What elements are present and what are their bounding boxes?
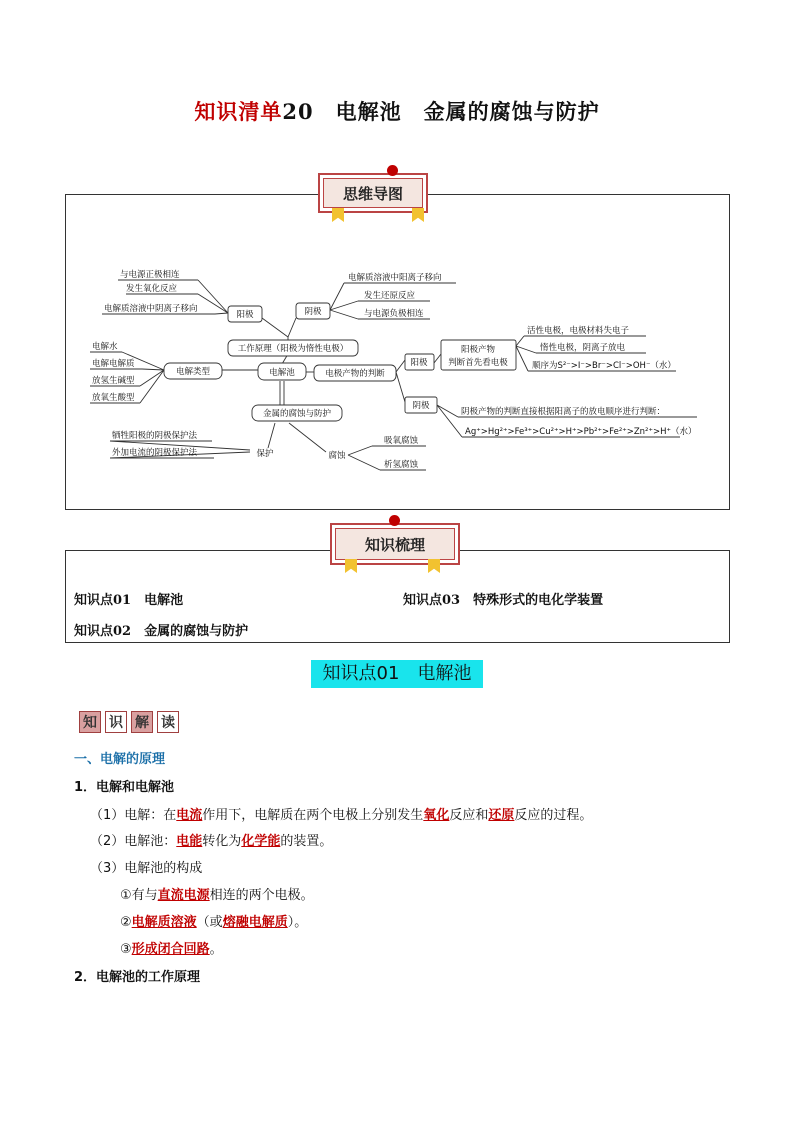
review-item-03[interactable]: 知识点03 特殊形式的电化学装置	[403, 593, 604, 608]
keyword: 电解质溶液	[131, 915, 197, 930]
text: ）。	[287, 915, 308, 930]
title-rest: 20 电解池 金属的腐蚀与防护	[282, 99, 600, 124]
subheading-2: 2．电解池的工作原理	[74, 970, 201, 985]
text: （1）电解：在	[90, 808, 177, 823]
paragraph-line-3: （3）电解池的构成	[90, 861, 203, 876]
leaf-type-4: 放氧生酸型	[92, 393, 135, 403]
node-product: 电极产物的判断	[325, 369, 385, 379]
text: 的装置。	[280, 834, 333, 849]
node-center: 电解池	[269, 368, 295, 378]
node-cathode: 阴极	[304, 307, 322, 317]
text: （或	[196, 915, 223, 930]
paragraph-line-4	[120, 884, 314, 903]
leaf-cathode-order: Ag⁺>Hg²⁺>Fe³⁺>Cu²⁺>H⁺>Pb²⁺>Fe²⁺>Zn²⁺>H⁺（水）	[465, 427, 697, 437]
keyword: 化学能	[241, 834, 281, 849]
node-corrode: 腐蚀	[328, 451, 346, 461]
node-anode: 阳极	[236, 310, 254, 320]
leaf-anode-3: 电解质溶液中阴离子移向	[104, 304, 198, 314]
leaf-type-1: 电解水	[92, 342, 118, 352]
text: ①有与	[120, 888, 158, 903]
text: （2）电解池：	[90, 834, 177, 849]
keyword: 熔融电解质	[222, 915, 288, 930]
node-corrosion: 金属的腐蚀与防护	[262, 409, 332, 419]
subheading-1: 1．电解和电解池	[74, 780, 175, 795]
tile-char: 解	[131, 711, 153, 733]
text: 转化为	[202, 834, 242, 849]
review-badge-label: 知识梳理	[335, 528, 455, 560]
keyword: 电能	[176, 834, 203, 849]
paragraph-line-1	[90, 804, 592, 823]
paragraph-line-2	[90, 830, 332, 849]
node-protect: 保护	[256, 449, 274, 459]
text: 。	[209, 942, 223, 957]
text: ③	[120, 942, 132, 957]
leaf-cathode-3: 与电源负极相连	[364, 309, 424, 319]
tile-row	[79, 711, 179, 733]
leaf-type-2: 电解电解质	[92, 359, 135, 369]
tile-char: 知	[79, 711, 101, 733]
text: 作用下，电解质在两个电极上分别发生	[202, 808, 424, 823]
review-item-01[interactable]: 知识点01 电解池	[74, 593, 184, 608]
leaf-anode-product-3: 顺序为S²⁻>I⁻>Br⁻>Cl⁻>OH⁻（水）	[532, 361, 676, 371]
mindmap-diagram	[0, 0, 794, 520]
leaf-cathode-rule: 阴极产物的判断直接根据阳离子的放电顺序进行判断：	[461, 407, 666, 417]
leaf-type-3: 放氢生碱型	[92, 376, 135, 386]
leaf-anode-product-1: 活性电极，电极材料失电子	[527, 326, 630, 336]
leaf-anode-1: 与电源正极相连	[120, 270, 180, 280]
leaf-corrode-1: 吸氧腐蚀	[384, 436, 419, 446]
text: 相连的两个电极。	[209, 888, 314, 903]
text: ②	[120, 915, 132, 930]
keyword: 电流	[176, 808, 203, 823]
leaf-protect-2: 外加电流的阴极保护法	[112, 448, 198, 458]
text: 反应的过程。	[514, 808, 593, 823]
node-yang2: 阳极	[410, 358, 428, 368]
paragraph-line-6	[120, 938, 223, 957]
keyword: 还原	[488, 808, 515, 823]
text: 反应和	[449, 808, 489, 823]
keyword: 形成闭合回路	[131, 942, 210, 957]
leaf-cathode-1: 电解质溶液中阳离子移向	[348, 273, 442, 283]
review-item-02[interactable]: 知识点02 金属的腐蚀与防护	[74, 624, 249, 639]
node-yin2: 阴极	[412, 401, 430, 411]
review-badge	[330, 523, 460, 565]
node-work: 工作原理（阳极为惰性电极）	[237, 344, 349, 354]
leaf-anode-product-2: 惰性电极，阴离子放电	[540, 343, 626, 353]
tile-char: 识	[105, 711, 127, 733]
node-anode-product-2: 判断首先看电极	[448, 358, 508, 368]
leaf-protect-1: 牺牲阳极的阴极保护法	[112, 431, 198, 441]
node-anode-product-1: 阳极产物	[460, 345, 496, 355]
leaf-cathode-2: 发生还原反应	[364, 291, 416, 301]
leaf-corrode-2: 析氢腐蚀	[384, 460, 419, 470]
badge-pin-icon	[389, 515, 400, 526]
keyword: 氧化	[423, 808, 450, 823]
section-heading: 一、电解的原理	[74, 752, 166, 767]
kp01-heading: 知识点01 电解池	[311, 660, 483, 688]
tile-char: 读	[157, 711, 179, 733]
mindmap-badge-label: 思维导图	[323, 178, 423, 208]
keyword: 直流电源	[157, 888, 210, 903]
node-type: 电解类型	[175, 367, 211, 377]
paragraph-line-5	[120, 911, 307, 930]
leaf-anode-2: 发生氧化反应	[126, 284, 178, 294]
title-prefix: 知识清单	[194, 99, 283, 124]
